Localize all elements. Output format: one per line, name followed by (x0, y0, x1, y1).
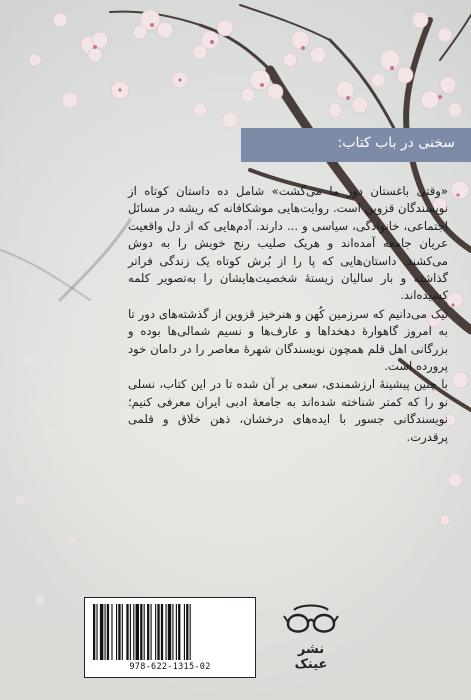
publisher-name: نشر عینک (294, 642, 328, 672)
publisher-logo (280, 602, 342, 672)
isbn-barcode (84, 597, 256, 678)
synopsis-text (128, 183, 448, 447)
section-title: سخنی در باب کتاب: (337, 135, 455, 151)
barcode-bars (91, 604, 249, 660)
synopsis-paragraph-2: نیک می‌دانیم که سرزمین کُهن و هنرخیز قزوین از گذشته‌های دور تا به امروز گاهوارهٔ دهخداها و عارف‌ها و نسیم شمالی‌ها بوده و بزرگانی اهل قلم همچون نویسندگان شهرهٔ معاصر را در دامان خود پرورده است. (128, 306, 448, 374)
isbn-number: 978-622-1315-02 (129, 662, 211, 672)
synopsis-paragraph-1: «وقتی باغستان دور ما می‌گشت» شامل ده داستان کوتاه از نویسندگان قزوین است. روایت‌هایی موشکافانه که ریشه در مسائل اجتماعی، خانوادگی، سیاسی و ... دارند. آدم‌هایی که از دل واقعیت عریان جامعه آمده‌اند و هریک صلیب رنج خویش را به دوش می‌کشند. داستان‌هایی که پا را از بُرش کوتاه یک زندگی فراتر گذاشته و بار سالیان زیستهٔ شخصیت‌هایشان را به‌تصویر کلمه کشیده‌اند. (128, 184, 448, 303)
synopsis-paragraph-3: با چنین پیشینهٔ ارزشمندی، سعی بر آن شده تا در این کتاب، نسلی نو را که کمتر شناخته شده‌اند به جامعهٔ ادبی ایران معرفی کنیم؛ نویسندگانی جسور با ایده‌های درخشان، ذهن خلاق و قلمی پرقدرت. (128, 377, 448, 444)
glasses-icon (280, 602, 342, 642)
section-header-bar (241, 128, 471, 162)
